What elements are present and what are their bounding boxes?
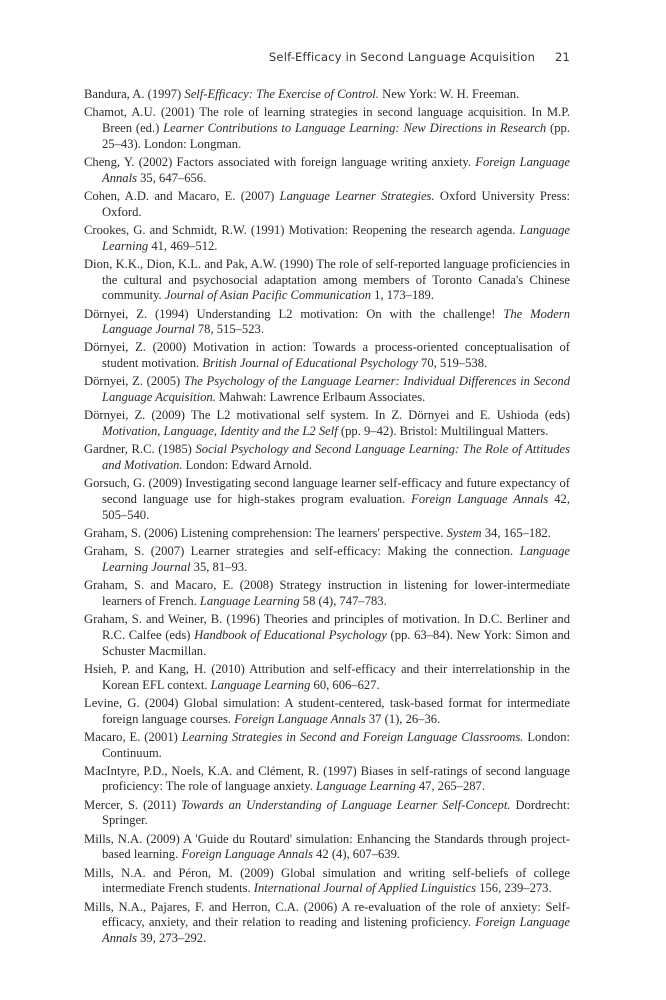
reference-author-title: Dörnyei, Z. (2009) The L2 motivational self system. In Z. Dörnyei and E. Ushioda (eds) — [84, 408, 570, 423]
reference-entry — [84, 764, 570, 795]
reference-author-title: Gorsuch, G. (2009) Investigating second language learner self-efficacy and future expectancy of second language use for high-stakes program evaluation. — [84, 476, 570, 507]
reference-italic-title: Language Learning — [316, 779, 416, 794]
reference-publication-details: 156, 239–273. — [476, 881, 552, 896]
reference-author-title: Macaro, E. (2001) — [84, 729, 182, 744]
reference-entry — [84, 155, 570, 186]
reference-publication-details: 41, 469–512. — [148, 238, 218, 253]
reference-author-title: Crookes, G. and Schmidt, R.W. (1991) Motivation: Reopening the research agenda. — [84, 222, 520, 237]
reference-publication-details: (pp. 9–42). Bristol: Multilingual Matters. — [337, 424, 549, 439]
reference-italic-title: Foreign Language Annals — [234, 711, 366, 726]
reference-author-title: Mills, N.A., Pajares, F. and Herron, C.A. (2006) A re-evaluation of the role of anxiety: Self-efficacy, anxiety, and their relation to reading and listening proficiency. — [84, 899, 570, 930]
reference-publication-details: 35, 647–656. — [136, 170, 207, 185]
reference-entry — [84, 374, 570, 405]
reference-publication-details: 47, 265–287. — [415, 779, 485, 794]
reference-italic-title: The Psychology of the Language Learner: Individual Differences in Second Language Acquisition. — [102, 374, 570, 405]
reference-publication-details: 37 (1), 26–36. — [365, 711, 441, 726]
reference-entry — [84, 340, 570, 371]
reference-publication-details: (pp. 63–84). New York: Simon and Schuster Macmillan. — [102, 627, 570, 658]
reference-author-title: Hsieh, P. and Kang, H. (2010) Attribution and self-efficacy and their interrelationship in the Korean EFL context. — [84, 661, 570, 692]
reference-publication-details: (pp. 25–43). London: Longman. — [102, 120, 570, 151]
reference-entry — [84, 866, 570, 897]
reference-publication-details: Dordrecht: Springer. — [102, 797, 570, 828]
reference-list — [84, 87, 570, 949]
reference-italic-title: British Journal of Educational Psychology — [202, 356, 418, 371]
reference-italic-title: Journal of Asian Pacific Communication — [164, 288, 372, 303]
reference-entry — [84, 662, 570, 693]
reference-entry — [84, 578, 570, 609]
reference-entry — [84, 526, 570, 542]
reference-publication-details: London: Edward Arnold. — [182, 458, 312, 473]
reference-author-title: Gardner, R.C. (1985) — [84, 442, 196, 457]
reference-author-title: Levine, G. (2004) Global simulation: A student-centered, task-based format for intermediate foreign language courses. — [84, 695, 570, 726]
reference-italic-title: The Modern Language Journal — [102, 306, 570, 337]
reference-author-title: Graham, S. (2006) Listening comprehension: The learners' perspective. — [84, 526, 447, 540]
reference-entry — [84, 544, 570, 575]
reference-publication-details: Mahwah: Lawrence Erlbaum Associates. — [215, 390, 426, 405]
reference-italic-title: Language Learning — [102, 222, 570, 253]
reference-entry — [84, 832, 570, 863]
reference-italic-title: Language Learning — [199, 593, 300, 608]
reference-italic-title: Foreign Language Annals — [181, 847, 313, 862]
reference-author-title: Graham, S. (2007) Learner strategies and self-efficacy: Making the connection. — [84, 544, 520, 559]
reference-italic-title: Language Learning Journal — [102, 544, 570, 574]
reference-author-title: Chamot, A.U. (2001) The role of learning strategies in second language acquisition. In M.P. Breen (ed.) — [84, 105, 570, 135]
reference-author-title: Bandura, A. (1997) — [84, 87, 185, 101]
reference-author-title: Graham, S. and Macaro, E. (2008) Strategy instruction in listening for lower-intermediate learners of French. — [84, 578, 570, 608]
reference-entry — [84, 900, 570, 947]
running-title: Self-Efficacy in Second Language Acquisition — [268, 50, 536, 64]
reference-italic-title: Learning Strategies in Second and Foreign Language Classrooms. — [181, 729, 524, 744]
reference-entry — [84, 223, 570, 254]
reference-italic-title: Foreign Language Annals — [102, 154, 570, 185]
reference-publication-details: 39, 273–292. — [136, 931, 207, 946]
reference-italic-title: Motivation, Language, Identity and the L2 Self — [102, 424, 338, 439]
page-number: 21 — [554, 50, 570, 64]
reference-entry — [84, 696, 570, 727]
reference-publication-details: London: Continuum. — [102, 729, 571, 760]
reference-entry — [84, 730, 570, 761]
reference-italic-title: Handbook of Educational Psychology — [194, 627, 387, 642]
reference-publication-details: 58 (4), 747–783. — [299, 593, 387, 608]
reference-author-title: Mills, N.A. and Péron, M. (2009) Global simulation and writing self-beliefs of college intermediate French students. — [84, 865, 570, 896]
reference-italic-title: International Journal of Applied Linguistics — [253, 881, 477, 896]
reference-italic-title: Language Learning — [210, 677, 311, 692]
reference-entry — [84, 798, 570, 829]
reference-italic-title: Social Psychology and Second Language Learning: The Role of Attitudes and Motivation. — [102, 442, 570, 473]
reference-author-title: Cohen, A.D. and Macaro, E. (2007) — [84, 188, 280, 203]
reference-publication-details: 1, 173–189. — [371, 288, 434, 303]
reference-author-title: Mercer, S. (2011) — [84, 797, 182, 812]
running-head — [269, 50, 570, 64]
reference-publication-details: 35, 81–93. — [190, 559, 248, 574]
reference-italic-title: Language Learner Strategies. — [279, 188, 435, 203]
reference-publication-details: New York: W. H. Freeman. — [378, 87, 520, 101]
reference-publication-details: 78, 515–523. — [194, 322, 264, 337]
reference-publication-details: Oxford University Press: Oxford. — [102, 188, 570, 219]
reference-italic-title: System — [446, 526, 482, 540]
reference-entry — [84, 87, 570, 103]
reference-italic-title: Towards an Understanding of Language Learner Self-Concept. — [181, 797, 511, 812]
reference-author-title: Dörnyei, Z. (1994) Understanding L2 motivation: On with the challenge! — [84, 306, 504, 321]
reference-author-title: Dörnyei, Z. (2000) Motivation in action: Towards a process-oriented conceptualisation of student motivation. — [84, 340, 570, 371]
reference-entry — [84, 612, 570, 659]
reference-entry — [84, 307, 570, 338]
reference-author-title: MacIntyre, P.D., Noels, K.A. and Clément, R. (1997) Biases in self-ratings of second language proficiency: The role of language anxiety. — [84, 763, 570, 794]
reference-italic-title: Self-Efficacy: The Exercise of Control. — [184, 87, 379, 101]
reference-author-title: Dörnyei, Z. (2005) — [84, 374, 184, 389]
reference-author-title: Dion, K.K., Dion, K.L. and Pak, A.W. (1990) The role of self-reported language proficiencies in the cultural and psychosocial adaptation among members of Toronto Canada's Chinese community. — [84, 256, 570, 303]
reference-publication-details: 70, 519–538. — [417, 356, 488, 371]
reference-entry — [84, 257, 570, 304]
reference-author-title: Graham, S. and Weiner, B. (1996) Theories and principles of motivation. In D.C. Berliner and R.C. Calfee (eds) — [84, 612, 570, 642]
reference-italic-title: Learner Contributions to Language Learning: New Directions in Research — [163, 120, 547, 135]
reference-publication-details: 42, 505–540. — [102, 492, 570, 522]
reference-entry — [84, 442, 570, 473]
reference-entry — [84, 105, 570, 152]
reference-entry — [84, 189, 570, 220]
reference-entry — [84, 408, 570, 439]
reference-author-title: Cheng, Y. (2002) Factors associated with foreign language writing anxiety. — [84, 154, 476, 169]
reference-italic-title: Foreign Language Annals — [411, 492, 549, 507]
reference-entry — [84, 476, 570, 523]
reference-publication-details: 60, 606–627. — [310, 677, 380, 692]
reference-italic-title: Foreign Language Annals — [102, 915, 570, 946]
reference-author-title: Mills, N.A. (2009) A 'Guide du Routard' simulation: Enhancing the Standards through project-based learning. — [84, 831, 570, 862]
reference-publication-details: 42 (4), 607–639. — [312, 847, 401, 862]
reference-publication-details: 34, 165–182. — [481, 526, 551, 540]
